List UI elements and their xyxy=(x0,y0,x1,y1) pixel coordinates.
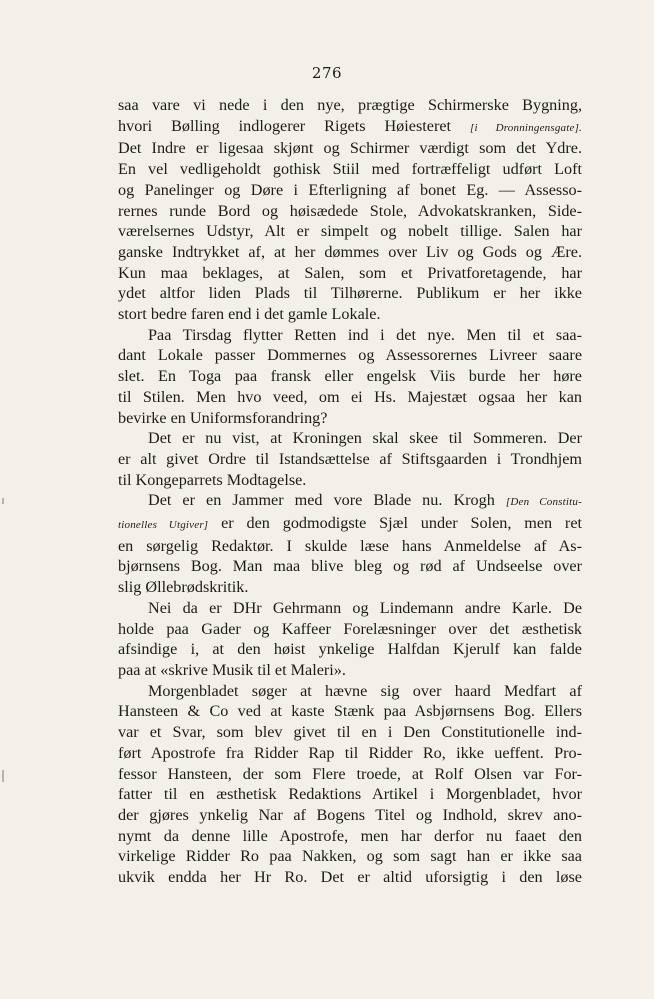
text-line xyxy=(118,536,582,557)
text-line xyxy=(118,304,582,325)
text-line xyxy=(118,449,582,470)
editorial-note: tionelles Utgiver] xyxy=(118,519,209,532)
text-line xyxy=(118,325,582,346)
text-line xyxy=(118,846,582,867)
text-line xyxy=(118,764,582,785)
text-line xyxy=(118,867,582,888)
text-segment: fatter til en æsthetisk Redaktions Artikel i Morgenbladet, hvor xyxy=(118,785,582,804)
text-segment: slet. En Toga paa fransk eller engelsk Viis burde her høre xyxy=(118,367,582,386)
text-segment: hvori Bølling indlogerer Rigets Høiesteret xyxy=(118,116,470,135)
text-line xyxy=(118,701,582,722)
text-segment: dant Lokale passer Dommernes og Assessorernes Livreer saare xyxy=(118,346,582,365)
text-line xyxy=(118,95,582,116)
text-segment: er den godmodigste Sjæl under Solen, men ret xyxy=(208,514,583,533)
text-line xyxy=(118,201,582,222)
text-line xyxy=(118,619,582,640)
text-segment: Hansteen & Co ved at kaste Stænk paa Asbjørnsens Bog. Ellers xyxy=(118,702,582,721)
text-segment: paa at «skrive Musik til et Maleri». xyxy=(118,660,346,679)
text-segment: slig Øllebrødskritik. xyxy=(118,578,249,597)
text-segment: saa vare vi nede i den nye, prægtige Schirmerske Bygning, xyxy=(118,96,582,114)
text-segment: værelsernes Udstyr, Alt er simpelt og nobelt tillige. Salen har xyxy=(118,222,582,241)
text-line xyxy=(118,743,582,764)
paragraph xyxy=(118,95,582,325)
text-line xyxy=(118,138,582,159)
text-line xyxy=(118,681,582,702)
text-segment: der gjøres ynkelig Nar af Bogens Titel og Indhold, skrev ano- xyxy=(118,805,582,824)
text-line xyxy=(118,784,582,805)
text-line xyxy=(118,428,582,449)
text-segment: fessor Hansteen, der som Flere troede, at Rolf Olsen var For- xyxy=(118,764,582,783)
text-line xyxy=(118,490,582,513)
text-segment: virkelige Ridder Ro paa Nakken, og som sagt han er ikke saa xyxy=(118,847,582,866)
text-line xyxy=(118,408,582,429)
text-line xyxy=(118,221,582,242)
page-number: 276 xyxy=(311,64,343,82)
text-line xyxy=(118,387,582,408)
text-segment: nymt da denne lille Apostrofe, men har derfor nu faaet den xyxy=(118,826,582,845)
text-line xyxy=(118,159,582,180)
text-segment: rernes runde Bord og høisædede Stole, Advokatskranken, Side- xyxy=(118,201,582,220)
text-line xyxy=(118,722,582,743)
text-segment: afsindige i, at den høist ynkelige Halfdan Kjerulf kan falde xyxy=(118,640,582,659)
text-line xyxy=(118,116,582,139)
text-line xyxy=(118,366,582,387)
text-segment: Det Indre er ligesaa skjønt og Schirmer værdigt som det Ydre. xyxy=(118,139,582,158)
paragraph xyxy=(118,490,582,598)
body-text xyxy=(118,95,582,888)
text-line xyxy=(118,263,582,284)
text-line xyxy=(118,242,582,263)
paragraph xyxy=(118,681,582,888)
text-line xyxy=(118,283,582,304)
paragraph xyxy=(118,325,582,429)
text-segment: ført Apostrofe fra Ridder Rap til Ridder Ro, ikke ueffent. Pro- xyxy=(118,743,582,762)
text-segment: til Stilen. Men hvo veed, om ei Hs. Majestæt ogsaa her kan xyxy=(118,387,582,406)
text-segment: Paa Tirsdag flytter Retten ind i det nye. Men til et saa- xyxy=(148,325,582,344)
text-segment: bevirke en Uniformsforandring? xyxy=(118,408,328,427)
text-segment: Kun maa beklages, at Salen, som et Privatforetagende, har xyxy=(118,263,582,282)
text-segment: stort bedre faren end i det gamle Lokale. xyxy=(118,305,381,324)
text-segment: En vel vedligeholdt gothisk Stiil med fortræffeligt udført Loft xyxy=(118,160,582,179)
text-segment: er alt givet Ordre til Istandsættelse af Stiftsgaarden i Trondhjem xyxy=(118,449,582,468)
text-segment: Morgenbladet søger at hævne sig over haard Medfart af xyxy=(148,681,582,700)
text-segment: ydet altfor liden Plads til Tilhørerne. Publikum er her ikke xyxy=(118,284,582,303)
text-line xyxy=(118,556,582,577)
text-segment: ganske Indtrykket af, at her dømmes over Liv og Gods og Ære. xyxy=(118,242,582,261)
text-segment: og Panelinger og Døre i Efterligning af bonet Eg. — Assesso- xyxy=(118,180,582,199)
text-segment: Det er en Jammer med vore Blade nu. Krogh xyxy=(148,491,506,510)
paragraph xyxy=(118,598,582,681)
text-segment: holde paa Gader og Kaffeer Forelæsninger over det æsthetisk xyxy=(118,619,582,638)
scan-edge-mark xyxy=(2,770,4,782)
text-line xyxy=(118,598,582,619)
text-segment: bjørnsens Bog. Man maa blive bleg og rød af Undseelse over xyxy=(118,557,582,576)
editorial-note: [Den Constitu- xyxy=(505,496,582,509)
editorial-note: [i Dronningensgate]. xyxy=(469,121,582,134)
text-segment: Nei da er DHr Gehrmann og Lindemann andre Karle. De xyxy=(148,598,582,617)
text-line xyxy=(118,513,582,536)
text-line xyxy=(118,660,582,681)
text-segment: Det er nu vist, at Kroningen skal skee til Sommeren. Der xyxy=(148,429,582,448)
text-line xyxy=(118,345,582,366)
text-segment: til Kongeparrets Modtagelse. xyxy=(118,470,307,489)
text-line xyxy=(118,470,582,491)
text-line xyxy=(118,577,582,598)
text-line xyxy=(118,639,582,660)
text-line xyxy=(118,826,582,847)
text-line xyxy=(118,180,582,201)
text-line xyxy=(118,805,582,826)
scan-edge-mark xyxy=(2,498,4,504)
text-segment: var et Svar, som blev givet til en i Den Constitutionelle ind- xyxy=(118,723,582,742)
paragraph xyxy=(118,428,582,490)
text-segment: ukvik endda her Hr Ro. Det er altid uforsigtig i den løse xyxy=(118,868,582,887)
text-segment: en sørgelig Redaktør. I skulde læse hans Anmeldelse af As- xyxy=(118,536,582,555)
